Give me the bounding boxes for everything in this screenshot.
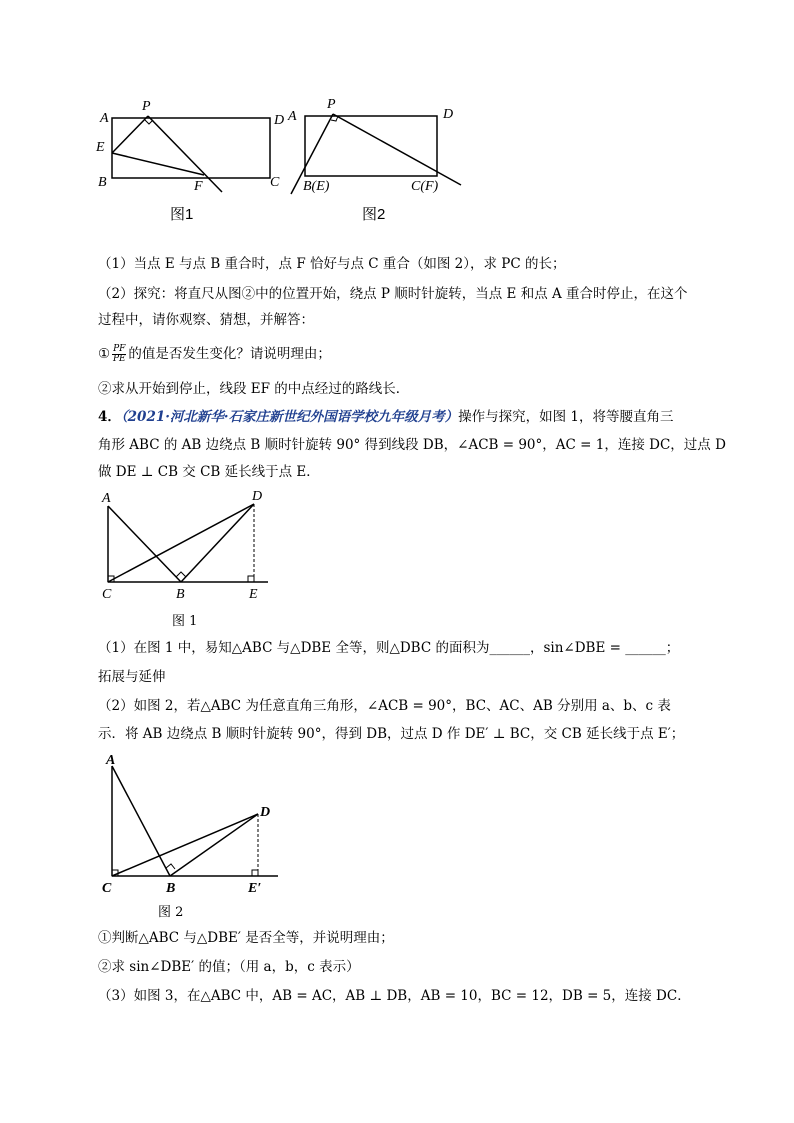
question-2-part-i [98,342,331,366]
figure-2 [285,92,475,202]
fig2-label-be: B(E) [303,179,330,194]
problem-4-question-2-part-i: ①判断△ABC 与△DBE′ 是否全等，并说明理由； [98,930,394,946]
p4f2-label-c: C [102,881,112,896]
fig1-label-p: P [142,99,151,114]
problem-4-question-3: （3）如图 3，在△ABC 中，AB = AC，AB ⊥ DB，AB = 10，BC = 12，DB = 5，连接 DC． [98,988,691,1004]
p4-fig2-caption: 图 2 [158,905,184,920]
fig1-label-a: A [100,111,109,126]
p4f2-label-e: E′ [248,881,262,896]
fig1-caption: 图1 [170,206,194,223]
p4f2-label-d: D [260,805,271,820]
p4f2-label-a: A [106,753,116,768]
problem-4-heading [98,407,674,427]
problem-4-source: （2021·河北新华·石家庄新世纪外国语学校九年级月考） [120,409,459,425]
problem-4-figure-1 [96,488,286,608]
problem-4-question-2-line-1: （2）如图 2，若△ABC 为任意直角三角形，∠ACB = 90°，BC、AC、AB 分别用 a、b、c 表 [98,698,671,714]
question-2-line-1: （2）探究：将直尺从图②中的位置开始，绕点 P 顺时针旋转，当点 E 和点 A 重合时停止，在这个 [98,286,688,302]
p4f2-label-b: B [166,881,176,896]
fig2-label-a: A [288,109,297,124]
problem-4-figure-2 [96,752,296,897]
p4-fig1-caption: 图 1 [172,614,198,629]
circled-one: ① [98,346,111,362]
fig1-label-e: E [96,140,105,155]
p4f1-label-b: B [176,587,185,602]
fig1-label-b: B [98,175,107,190]
problem-4-question-1: （1）在图 1 中，易知△ABC 与△DBE 全等，则△DBC 的面积为______，sin∠DBE = ______； [98,640,680,656]
question-1: （1）当点 E 与点 B 重合时，点 F 恰好与点 C 重合（如图 2），求 PC 的长； [98,256,566,272]
figure-1 [90,92,300,202]
question-2-part-ii: ②求从开始到停止，线段 EF 的中点经过的路线长． [98,381,410,397]
fraction-pf-pe [112,345,126,364]
problem-4-question-2-part-ii: ②求 sin∠DBE′ 的值；（用 a，b，c 表示） [98,959,360,975]
fraction-denominator: PE [112,354,126,364]
problem-4-question-2-line-2: 示．将 AB 边绕点 B 顺时针旋转 90°，得到 DB，过点 D 作 DE′ ⊥ BC，交 CB 延长线于点 E′； [98,726,685,742]
fig1-label-d: D [274,113,285,128]
problem-4-intro: 操作与探究，如图 1，将等腰直角三 [458,409,674,425]
p4f1-label-a: A [102,491,111,506]
p4f1-label-d: D [252,489,263,504]
p4f1-label-c: C [102,587,112,602]
p4f1-label-e: E [249,587,258,602]
fig2-label-p: P [327,97,336,112]
question-2-line-2: 过程中，请你观察、猜想，并解答： [98,312,314,328]
problem-4-line-3: 做 DE ⊥ CB 交 CB 延长线于点 E． [98,464,320,480]
problem-4-line-2: 角形 ABC 的 AB 边绕点 B 顺时针旋转 90° 得到线段 DB，∠ACB = 90°，AC = 1，连接 DC，过点 D [98,437,726,453]
fig2-label-d: D [443,107,454,122]
fig1-label-f: F [194,179,203,194]
fig2-caption: 图2 [362,206,386,223]
fig1-label-c: C [270,175,280,190]
extension-heading: 拓展与延伸 [98,669,166,685]
fig2-label-cf: C(F) [411,179,439,194]
question-2-part-i-text: 的值是否发生变化？请说明理由； [128,346,331,362]
fraction-numerator: PF [113,344,126,354]
problem-4-number: 4． [98,409,121,425]
